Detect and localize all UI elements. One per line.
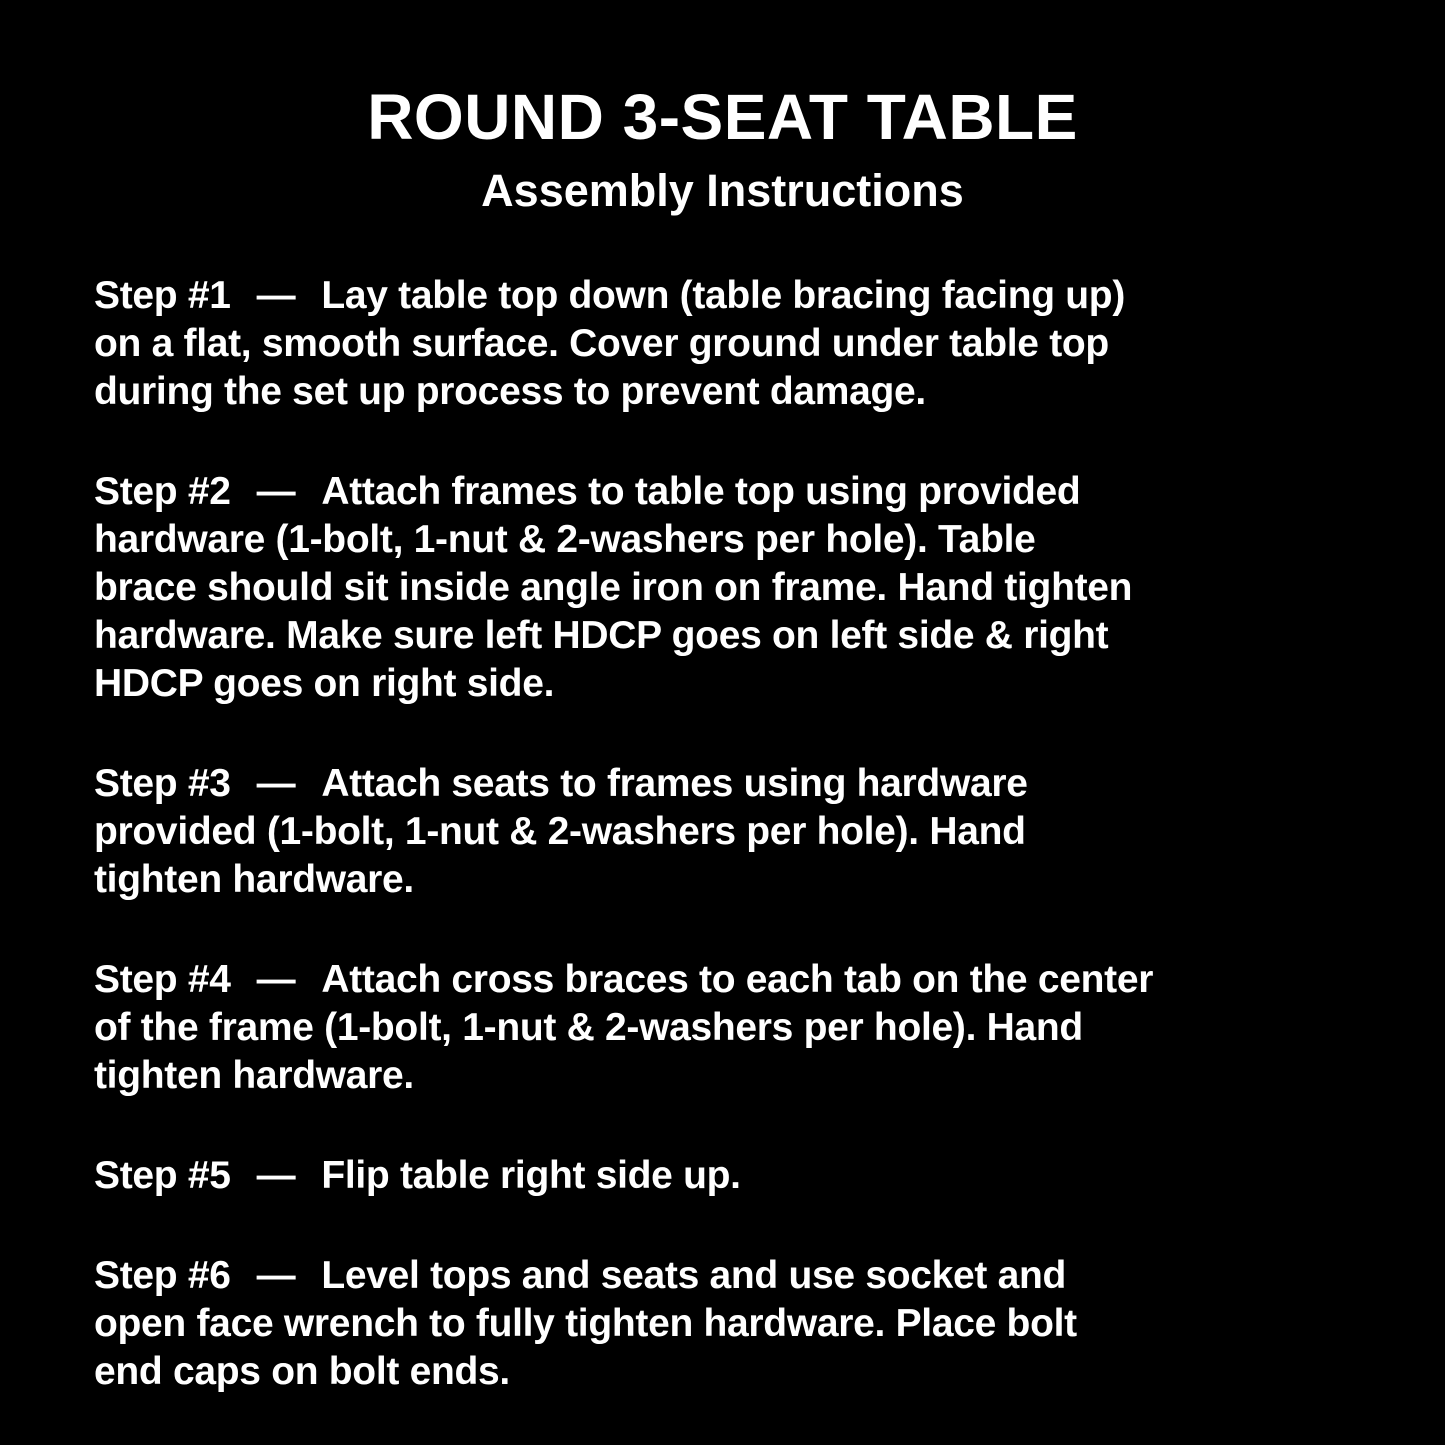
- steps-list: [0, 272, 1445, 1396]
- step-block: [94, 956, 1385, 1100]
- step-text: Attach seats to frames using hardware: [321, 762, 1028, 806]
- step-text: Flip table right side up.: [321, 1154, 741, 1198]
- step-first-line: [94, 1152, 1385, 1200]
- step-first-line: [94, 760, 1385, 808]
- step-block: [94, 468, 1385, 708]
- step-text-line: tighten hardware.: [94, 858, 414, 902]
- step-text-line: tighten hardware.: [94, 1054, 414, 1098]
- step-text-line: on a flat, smooth surface. Cover ground under table top: [94, 322, 1109, 366]
- step-block: [94, 760, 1385, 904]
- step-text-line: HDCP goes on right side.: [94, 662, 555, 706]
- step-label: Step #5: [94, 1154, 231, 1198]
- em-dash: —: [256, 762, 296, 806]
- step-block: [94, 1152, 1385, 1200]
- step-first-line: [94, 272, 1385, 320]
- em-dash: —: [256, 1254, 296, 1298]
- step-text-line: brace should sit inside angle iron on frame. Hand tighten: [94, 566, 1133, 610]
- em-dash: —: [256, 274, 296, 318]
- step-text-line: hardware (1-bolt, 1-nut & 2-washers per hole). Table: [94, 518, 1036, 562]
- sheet-header: [0, 0, 1445, 217]
- step-label: Step #2: [94, 470, 231, 514]
- step-first-line: [94, 1252, 1385, 1300]
- page-title: ROUND 3-SEAT TABLE: [367, 81, 1078, 153]
- step-text-line: open face wrench to fully tighten hardware. Place bolt: [94, 1302, 1077, 1346]
- step-block: [94, 272, 1385, 416]
- step-text-line: during the set up process to prevent damage.: [94, 370, 926, 414]
- em-dash: —: [256, 470, 296, 514]
- step-label: Step #1: [94, 274, 231, 318]
- page-subtitle: Assembly Instructions: [481, 165, 964, 217]
- step-first-line: [94, 956, 1385, 1004]
- step-label: Step #4: [94, 958, 231, 1002]
- step-label: Step #6: [94, 1254, 231, 1298]
- step-label: Step #3: [94, 762, 231, 806]
- step-text-line: provided (1-bolt, 1-nut & 2-washers per hole). Hand: [94, 810, 1026, 854]
- step-block: [94, 1252, 1385, 1396]
- step-text-line: hardware. Make sure left HDCP goes on left side & right: [94, 614, 1109, 658]
- step-text: Level tops and seats and use socket and: [321, 1254, 1067, 1298]
- em-dash: —: [256, 958, 296, 1002]
- step-text: Attach frames to table top using provided: [321, 470, 1081, 514]
- step-text-line: end caps on bolt ends.: [94, 1350, 510, 1394]
- step-text: Lay table top down (table bracing facing up): [321, 274, 1126, 318]
- em-dash: —: [256, 1154, 296, 1198]
- step-text: Attach cross braces to each tab on the center: [321, 958, 1154, 1002]
- step-text-line: of the frame (1-bolt, 1-nut & 2-washers per hole). Hand: [94, 1006, 1083, 1050]
- step-first-line: [94, 468, 1385, 516]
